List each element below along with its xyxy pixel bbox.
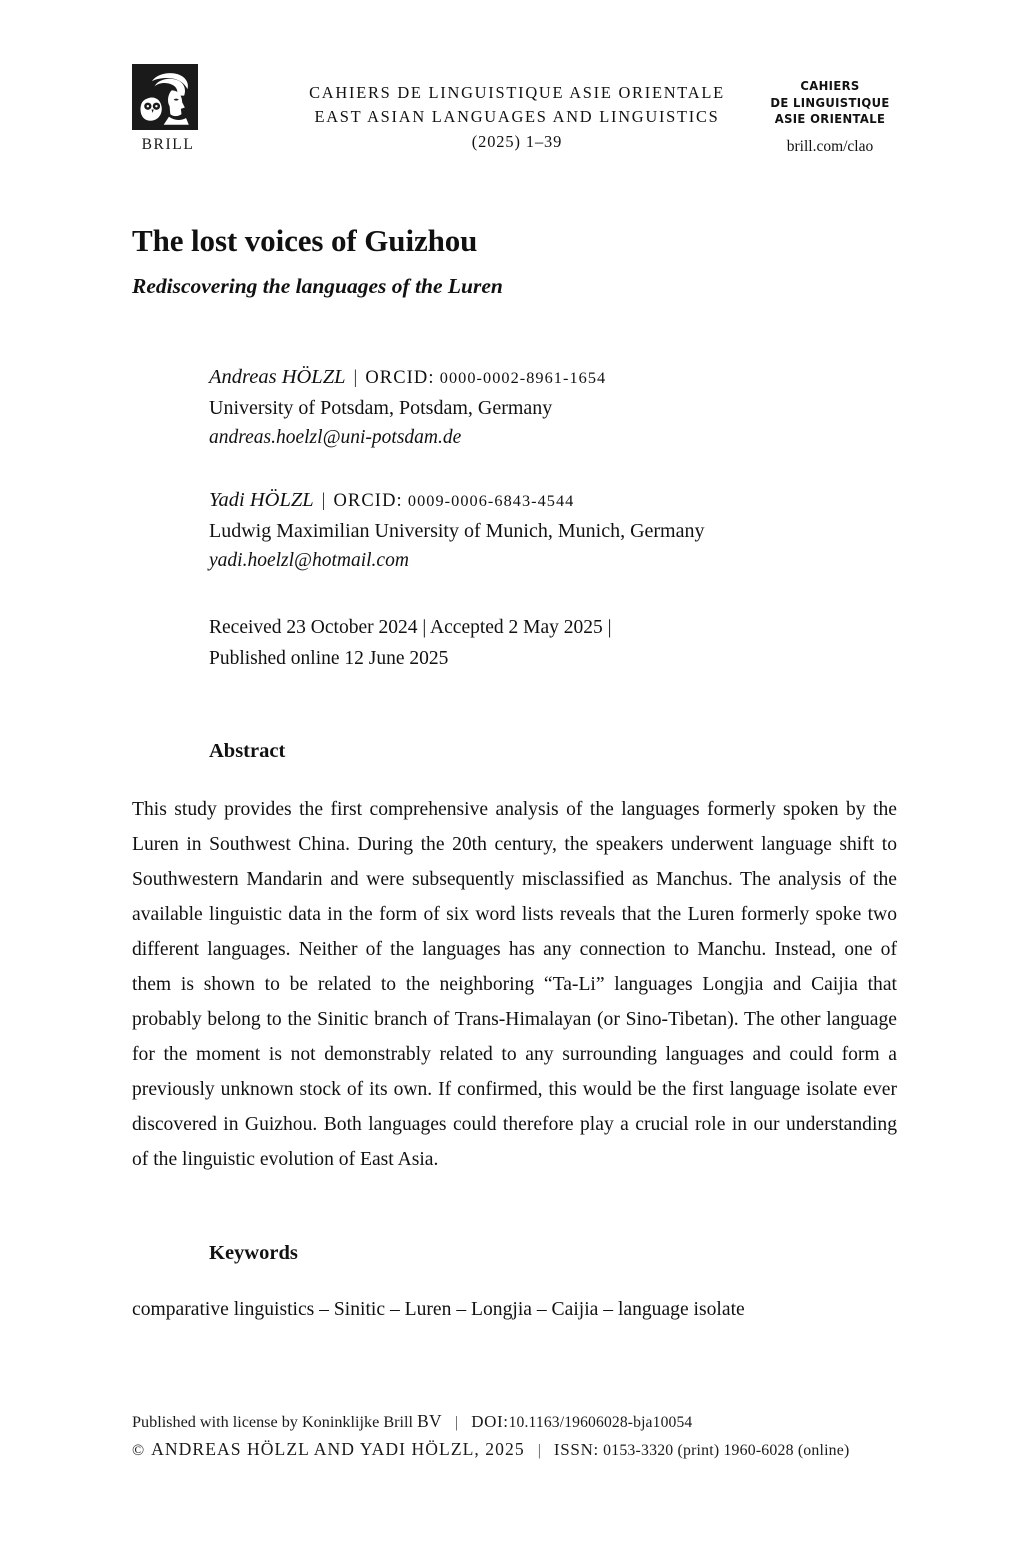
- issn-value: 0153-3320 (print) 1960-6028 (online): [603, 1442, 850, 1459]
- author-name: Andreas HÖLZL: [209, 366, 346, 388]
- journal-title-english: EAST ASIAN LANGUAGES AND LINGUISTICS: [314, 107, 720, 126]
- brill-wordmark: BRILL: [141, 136, 195, 153]
- published-online-line: Published online 12 June 2025: [209, 648, 449, 669]
- orcid-id: 0009-0006-6843-4544: [407, 491, 575, 510]
- page-subtitle: Rediscovering the languages of the Luren: [132, 274, 503, 298]
- copyright-holders: ANDREAS HÖLZL AND YADI HÖLZL, 2025: [151, 1439, 525, 1459]
- abstract-heading: Abstract: [209, 740, 286, 762]
- journal-url-link[interactable]: brill.com/clao: [786, 137, 874, 155]
- author-orcid[interactable]: [333, 491, 574, 510]
- doi-link[interactable]: [471, 1414, 692, 1431]
- footer-separator: |: [455, 1414, 459, 1431]
- license-text: Published with license by Koninklijke Brill: [132, 1413, 414, 1431]
- journal-issue-pages: (2025) 1–39: [471, 132, 563, 151]
- publication-dates: [209, 612, 909, 674]
- doi-value: 10.1163/19606028-bja10054: [508, 1414, 693, 1431]
- journal-title-block: [282, 81, 752, 154]
- abstract-text: This study provides the first comprehensive analysis of the languages formerly spoken by the Luren in Southwest China. During the 20th century, the speakers underwent language shift to Southwestern Mandarin and were subsequently misclassified as Manchus. The analysis of the available linguistic data in the form of six word lists reveals that the Luren formerly spoke two different languages. Neither of the languages has any connection to Manchu. Instead, one of them is shown to be related to the neighboring “Ta-Li” languages Longjia and Caijia that probably belong to the Sinitic branch of Trans-Himalayan (or Sino-Tibetan). The other language for the moment is not demonstrably related to any surrounding languages and could form a previously unknown stock of its own. If confirmed, this would be the first language isolate ever discovered in Guizhou. Both languages could therefore play a crucial role in our understanding of the linguistic evolution of East Asia.: [132, 799, 897, 1170]
- brill-logo: [132, 64, 204, 154]
- author-email[interactable]: andreas.hoelzl@uni-potsdam.de: [209, 427, 462, 448]
- journal-brand-line-2: DE LINGUISTIQUE: [770, 95, 890, 110]
- author-name-line: [209, 362, 909, 393]
- issn-label: ISSN:: [553, 1440, 599, 1459]
- page-footer: [132, 1408, 902, 1464]
- author-orcid[interactable]: [365, 368, 606, 387]
- footer-separator: |: [537, 1442, 541, 1459]
- keywords-heading: Keywords: [209, 1242, 298, 1264]
- author-name-line: [209, 485, 909, 516]
- orcid-label: ORCID:: [333, 491, 403, 511]
- author-affiliation: University of Potsdam, Potsdam, Germany: [209, 397, 553, 419]
- orcid-id: 0000-0002-8961-1654: [439, 368, 607, 387]
- page-title: The lost voices of Guizhou: [132, 223, 478, 258]
- brill-athena-owl-icon: [132, 64, 198, 130]
- journal-brand-block: [760, 78, 900, 156]
- title-block: [132, 222, 902, 300]
- author-email[interactable]: yadi.hoelzl@hotmail.com: [209, 550, 409, 571]
- masthead: [132, 64, 900, 179]
- author-separator: |: [353, 367, 358, 388]
- keywords-text: comparative linguistics – Sinitic – Luren – Longjia – Caijia – language isolate: [132, 1299, 745, 1320]
- received-accepted-line: Received 23 October 2024 | Accepted 2 May 2025 |: [209, 617, 612, 638]
- journal-title-french: CAHIERS DE LINGUISTIQUE ASIE ORIENTALE: [309, 83, 725, 102]
- copyright-icon: ©: [132, 1442, 145, 1459]
- doi-label: DOI:: [471, 1412, 509, 1431]
- author-entry: [209, 485, 909, 576]
- license-bv: BV: [417, 1411, 443, 1431]
- issn-info: [554, 1442, 850, 1459]
- footer-license-line: [132, 1408, 902, 1436]
- journal-brand-line-3: ASIE ORIENTALE: [774, 111, 886, 127]
- author-affiliation: Ludwig Maximilian University of Munich, Munich, Germany: [209, 520, 705, 542]
- author-separator: |: [321, 490, 326, 511]
- authors-block: [209, 362, 909, 576]
- author-name: Yadi HÖLZL: [209, 489, 314, 511]
- author-entry: [209, 362, 909, 453]
- journal-brand-line-1: CAHIERS: [800, 78, 860, 94]
- footer-copyright-line: [132, 1436, 902, 1464]
- orcid-label: ORCID:: [365, 368, 435, 388]
